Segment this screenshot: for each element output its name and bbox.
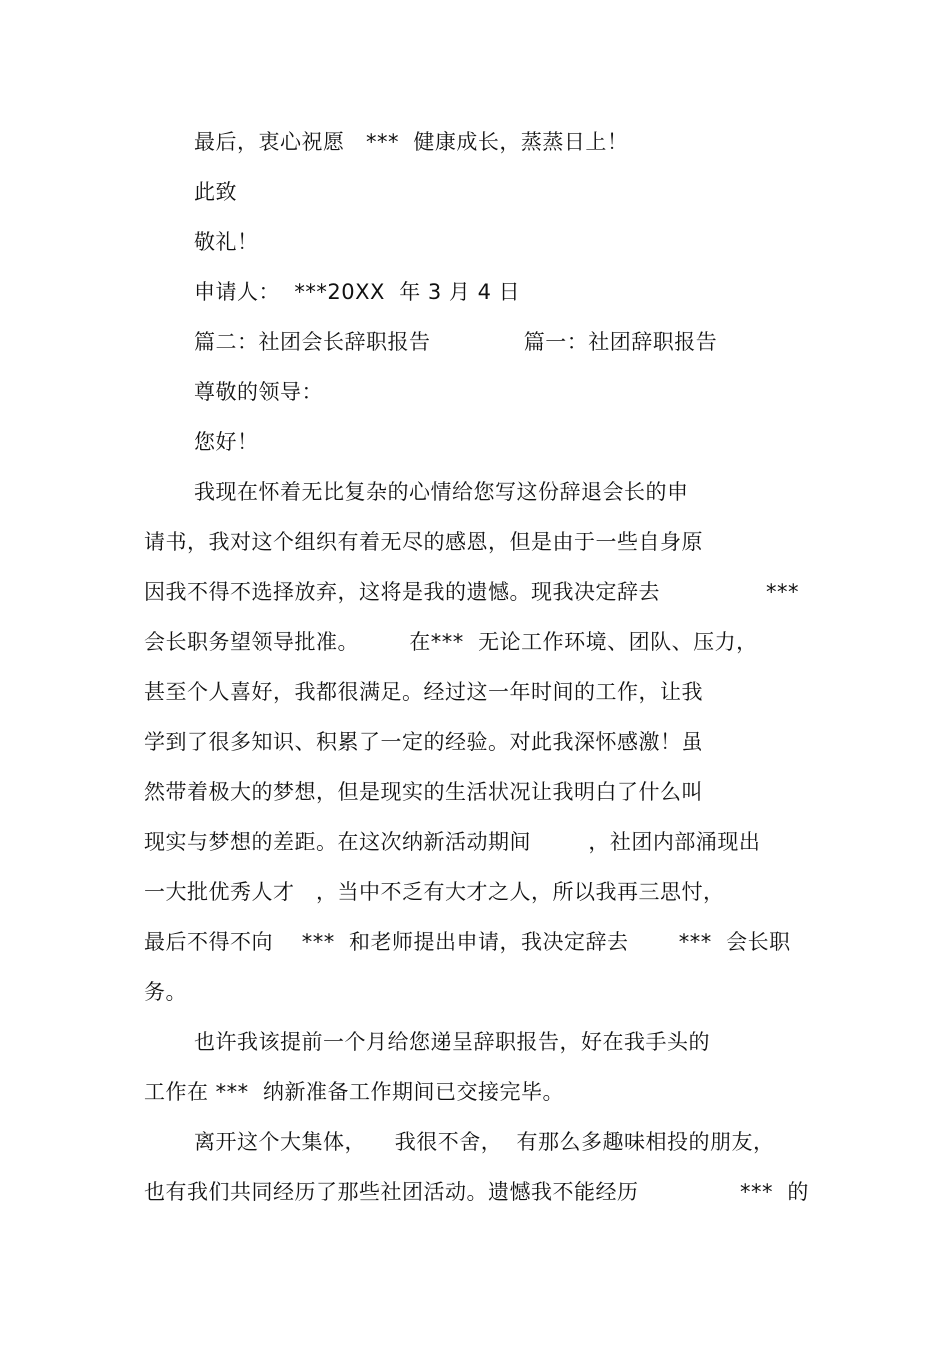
paragraph-line-tail: *** 的	[740, 1180, 809, 1204]
applicant-date: 申请人： ***20XX 年 3 月 4 日	[194, 280, 521, 304]
paragraph-line: 我现在怀着无比复杂的心情给您写这份辞退会长的申	[194, 480, 689, 504]
greeting-hello: 您好！	[194, 430, 259, 454]
paragraph-line: 务。	[144, 980, 187, 1004]
paragraph-line: 工作在 *** 纳新准备工作期间已交接完毕。	[144, 1080, 565, 1104]
paragraph-line: 现实与梦想的差距。在这次纳新活动期间 ，社团内部涌现出	[144, 830, 761, 854]
paragraph-line: 学到了很多知识、积累了一定的经验。对此我深怀感激！虽	[144, 730, 703, 754]
paragraph-line-tail: ***	[766, 580, 799, 604]
paragraph-line: 一大批优秀人才 ，当中不乏有大才之人，所以我再三思忖，	[144, 880, 725, 904]
greeting-leader: 尊敬的领导：	[194, 380, 323, 404]
salutation-cizhi: 此致	[194, 180, 237, 204]
paragraph-line: 最后不得不向 *** 和老师提出申请，我决定辞去 *** 会长职	[144, 930, 791, 954]
paragraph-line: 请书，我对这个组织有着无尽的感恩，但是由于一些自身原	[144, 530, 703, 554]
paragraph-line: 离开这个大集体， 我很不舍， 有那么多趣味相投的朋友，	[194, 1130, 775, 1154]
paragraph-line: 会长职务望领导批准。 在*** 无论工作环境、团队、压力，	[144, 630, 758, 654]
paragraph-line: 也有我们共同经历了那些社团活动。遗憾我不能经历	[144, 1180, 639, 1204]
paragraph-line: 因我不得不选择放弃，这将是我的遗憾。现我决定辞去	[144, 580, 660, 604]
paragraph-line: 也许我该提前一个月给您递呈辞职报告，好在我手头的	[194, 1030, 710, 1054]
paragraph-line: 然带着极大的梦想，但是现实的生活状况让我明白了什么叫	[144, 780, 703, 804]
salutation-jingli: 敬礼！	[194, 230, 259, 254]
closing-wish: 最后，衷心祝愿 *** 健康成长，蒸蒸日上！	[194, 130, 629, 154]
section-heading: 篇二：社团会长辞职报告 篇一：社团辞职报告	[194, 330, 718, 354]
paragraph-line: 甚至个人喜好，我都很满足。经过这一年时间的工作，让我	[144, 680, 703, 704]
